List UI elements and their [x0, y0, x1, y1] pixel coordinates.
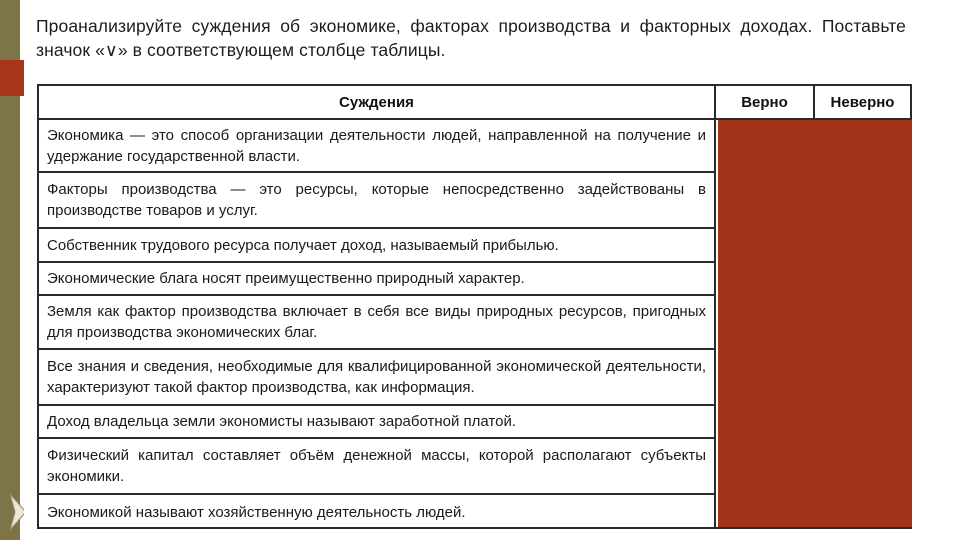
table-row: Экономические блага носят преимущественно природный характер.: [39, 261, 714, 294]
table-row: Доход владельца земли экономисты называют заработной платой.: [39, 404, 714, 437]
answer-cover-block: [718, 120, 912, 527]
table-row: Факторы производства — это ресурсы, которые непосредственно задействованы в производстве товаров и услуг.: [39, 171, 714, 227]
header-statements: Суждения: [39, 86, 716, 120]
scanned-page: [24, 6, 922, 534]
table-row: Собственник трудового ресурса получает доход, называемый прибылью.: [39, 227, 714, 261]
statements-table: [37, 84, 912, 529]
table-row: Экономикой называют хозяйственную деятельность людей.: [39, 493, 714, 529]
table-row: Физический капитал составляет объём денежной массы, которой располагают субъекты экономики.: [39, 437, 714, 493]
table-row: Все знания и сведения, необходимые для квалифицированной экономической деятельности, характеризуют такой фактор производства, как информация.: [39, 348, 714, 404]
table-row: Земля как фактор производства включает в себя все виды природных ресурсов, пригодных для производства экономических благ.: [39, 294, 714, 348]
header-false: Неверно: [815, 86, 910, 120]
table-row: Экономика — это способ организации деятельности людей, направленной на получение и удержание государственной власти.: [47, 126, 706, 165]
statements-column: [39, 120, 716, 527]
header-true: Верно: [716, 86, 815, 120]
task-instruction: Проанализируйте суждения об экономике, факторах производства и факторных доходах. Поставьте значок «∨» в соответствующем столбце таблицы.: [36, 16, 906, 60]
